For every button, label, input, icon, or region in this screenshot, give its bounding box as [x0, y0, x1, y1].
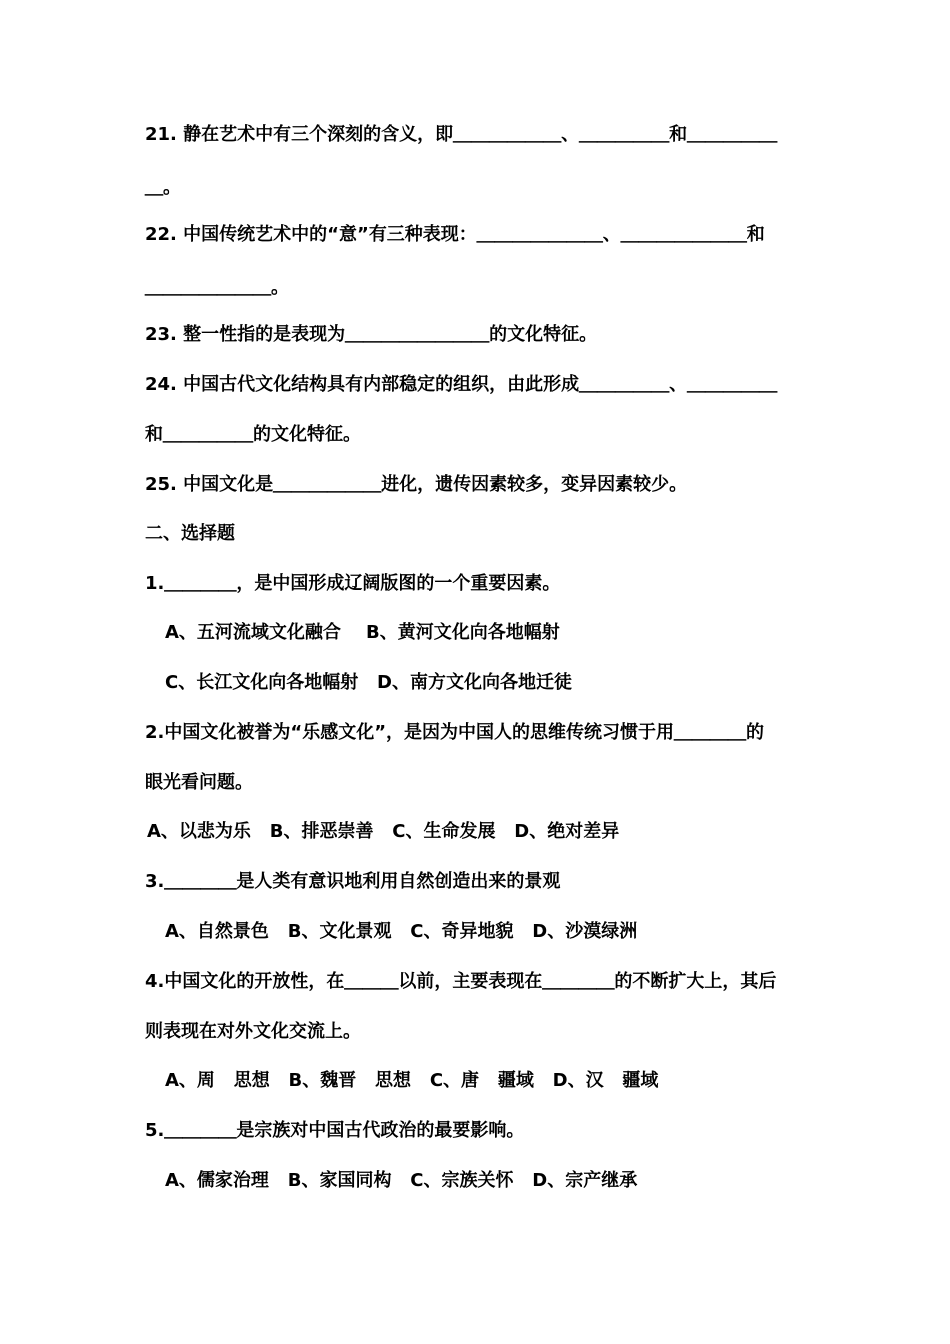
choice-5-stem: 5.＿＿＿＿是宗族对中国古代政治的最要影响。	[145, 1120, 525, 1141]
section-heading-choice: 二、选择题	[145, 523, 235, 544]
choice-4-options: A、周 思想 B、魏晋 思想 C、唐 疆域 D、汉 疆域	[165, 1070, 659, 1091]
question-25: 25. 中国文化是＿＿＿＿＿＿进化，遗传因素较多，变异因素较少。	[145, 474, 688, 495]
question-21-line-2: ＿。	[145, 177, 181, 198]
choice-2-stem-line-2: 眼光看问题。	[145, 772, 253, 793]
question-22-line-2: ＿＿＿＿＿＿＿。	[145, 277, 289, 298]
choice-4-stem-line-2: 则表现在对外文化交流上。	[145, 1021, 361, 1042]
question-24-line-2: 和＿＿＿＿＿的文化特征。	[145, 424, 361, 445]
choice-3-stem: 3.＿＿＿＿是人类有意识地利用自然创造出来的景观	[145, 871, 561, 892]
choice-2-stem-line-1: 2.中国文化被誉为“乐感文化”，是因为中国人的思维传统习惯于用＿＿＿＿的	[145, 722, 765, 743]
choice-1-options-ab: A、五河流域文化融合 B、黄河文化向各地幅射	[165, 622, 560, 643]
choice-1-stem: 1.＿＿＿＿，是中国形成辽阔版图的一个重要因素。	[145, 573, 561, 594]
choice-4-stem-line-1: 4.中国文化的开放性，在＿＿＿以前，主要表现在＿＿＿＿的不断扩大上，其后	[145, 971, 777, 992]
choice-3-options: A、自然景色 B、文化景观 C、奇异地貌 D、沙漠绿洲	[165, 921, 638, 942]
question-21-line-1: 21. 静在艺术中有三个深刻的含义，即＿＿＿＿＿＿、＿＿＿＿＿和＿＿＿＿＿	[145, 124, 778, 145]
question-24-line-1: 24. 中国古代文化结构具有内部稳定的组织，由此形成＿＿＿＿＿、＿＿＿＿＿	[145, 374, 778, 395]
question-22-line-1: 22. 中国传统艺术中的“意”有三种表现：＿＿＿＿＿＿＿、＿＿＿＿＿＿＿和	[145, 224, 765, 245]
question-23: 23. 整一性指的是表现为＿＿＿＿＿＿＿＿的文化特征。	[145, 324, 598, 345]
choice-2-options: A、以悲为乐 B、排恶崇善 C、生命发展 D、绝对差异	[147, 821, 620, 842]
choice-1-options-cd: C、长江文化向各地幅射 D、南方文化向各地迁徒	[165, 672, 572, 693]
choice-5-options: A、儒家治理 B、家国同构 C、宗族关怀 D、宗产继承	[165, 1170, 638, 1191]
